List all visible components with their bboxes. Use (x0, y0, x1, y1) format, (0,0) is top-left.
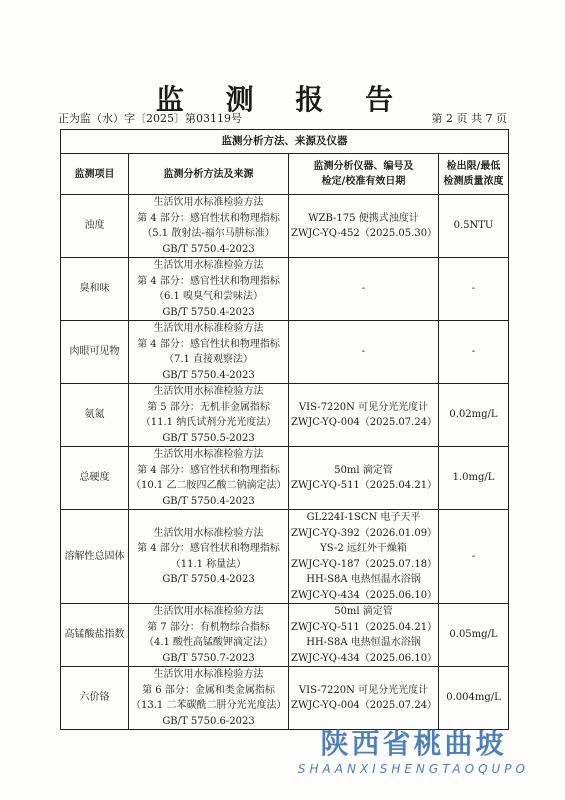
cell-instrument (289, 510, 439, 604)
table-caption: 监测分析方法、来源及仪器 (61, 130, 509, 154)
cell-method-line: 第 4 部分：感官性状和物理指标 (137, 543, 280, 554)
cell-method (129, 321, 289, 384)
cell-method-line: GB/T 5750.7-2023 (162, 652, 255, 664)
document-number: 正为监（水）字〔2025〕第03119号 (58, 112, 242, 125)
cell-instrument-line: YS-2 远红外干燥箱 (320, 543, 407, 554)
cell-method-line: 第 4 部分：感官性状和物理指标 (137, 464, 280, 476)
cell-method (129, 510, 289, 604)
cell-instrument-line: VIS-7220N 可见分光光度计 (298, 401, 429, 413)
header-instrument (289, 154, 439, 195)
cell-item: 高锰酸盐指数 (61, 604, 129, 667)
cell-method-line: 生活饮用水标准检验方法 (153, 386, 264, 397)
cell-item: 溶解性总固体 (61, 510, 129, 604)
cell-method-line: 第 6 部分：金属和类金属指标 (142, 684, 275, 696)
cell-limit: 0.5NTU (439, 195, 509, 258)
cell-method-line: 第 7 部分：有机物综合指标 (147, 621, 270, 633)
cell-instrument-line: VIS-7220N 可见分光光度计 (298, 684, 429, 696)
cell-method-line: 第 4 部分：感官性状和物理指标 (137, 338, 280, 350)
cell-instrument-line: HH-S8A 电热恒温水浴锅 (306, 574, 421, 585)
report-title: 监 测 报 告 (155, 83, 410, 116)
cell-method-line: （13.1 二苯碳酰二肼分光光度法） (131, 700, 287, 711)
cell-instrument-line: GL224I-1SCN 电子天平 (306, 512, 421, 523)
cell-method (129, 195, 289, 258)
cell-instrument (289, 321, 439, 384)
cell-limit: 0.02mg/L (439, 384, 509, 447)
cell-item: 总硬度 (61, 447, 129, 510)
cell-limit: 0.05mg/L (439, 604, 509, 667)
cell-method-line: 生活饮用水标准检验方法 (153, 260, 264, 271)
cell-limit: - (439, 258, 509, 321)
table-caption-row (61, 130, 509, 154)
methods-table (60, 129, 509, 730)
cell-method-line: GB/T 5750.4-2023 (162, 574, 255, 585)
cell-item: 六价铬 (61, 667, 129, 730)
cell-limit: 1.0mg/L (439, 447, 509, 510)
cell-method-line: GB/T 5750.4-2023 (162, 243, 255, 255)
header-item: 监测项目 (61, 154, 129, 195)
cell-instrument (289, 384, 439, 447)
cell-instrument-line: ZWJC-YQ-004（2025.07.24） (291, 700, 438, 711)
cell-instrument-line: - (361, 283, 366, 295)
cell-method (129, 384, 289, 447)
cell-method-line: 生活饮用水标准检验方法 (153, 197, 264, 208)
table-row (61, 321, 509, 384)
cell-method-line: 生活饮用水标准检验方法 (153, 606, 264, 617)
cell-instrument (289, 447, 439, 510)
cell-item: 氨氮 (61, 384, 129, 447)
header-instrument-line: 监测分析仪器、编号及 (313, 161, 414, 172)
cell-instrument-line: ZWJC-YQ-434（2025.06.10） (291, 589, 438, 601)
table-row (61, 667, 509, 730)
cell-limit: - (439, 321, 509, 384)
cell-instrument (289, 258, 439, 321)
cell-method-line: （11.1 纳氏试剂分光光度法） (140, 417, 277, 428)
cell-method (129, 604, 289, 667)
cell-instrument-line: HH-S8A 电热恒温水浴锅 (306, 637, 421, 648)
cell-instrument-line: WZB-175 便携式浊度计 (308, 212, 419, 224)
cell-method-line: 第 5 部分：无机非金属指标 (147, 401, 270, 413)
watermark-en: SHAANXISHENGTAOQUPO (297, 762, 529, 776)
cell-method-line: （11.1 称量法） (170, 558, 247, 570)
cell-instrument-line: 50ml 滴定管 (334, 464, 393, 476)
cell-method-line: 生活饮用水标准检验方法 (153, 527, 264, 539)
watermark-cn: 陕西省桃曲坡 (320, 727, 507, 760)
cell-item: 浊度 (61, 195, 129, 258)
cell-method (129, 447, 289, 510)
cell-method-line: （5.1 散射法-福尔马肼标准） (142, 228, 275, 239)
cell-limit: - (439, 510, 509, 604)
table-row (61, 258, 509, 321)
cell-method-line: （6.1 嗅臭气和尝味法） (153, 291, 264, 302)
cell-method-line: GB/T 5750.4-2023 (162, 306, 255, 318)
watermark (298, 722, 529, 776)
table-row (61, 384, 509, 447)
cell-instrument-line: ZWJC-YQ-511（2025.04.21） (291, 480, 438, 491)
cell-method (129, 258, 289, 321)
cell-method-line: （7.1 直接观察法） (163, 354, 254, 365)
cell-instrument-line: ZWJC-YQ-452（2025.05.30） (291, 228, 438, 239)
cell-instrument (289, 604, 439, 667)
cell-method-line: 第 4 部分：感官性状和物理指标 (137, 275, 280, 287)
header-limit-line: 检测质量浓度 (443, 176, 504, 187)
cell-instrument-line: ZWJC-YQ-004（2025.07.24） (291, 417, 438, 428)
cell-instrument-line: - (361, 346, 366, 358)
cell-instrument (289, 667, 439, 730)
cell-instrument-line: ZWJC-YQ-392（2026.01.09） (291, 527, 438, 539)
cell-item: 肉眼可见物 (61, 321, 129, 384)
table-header-row (61, 154, 509, 195)
cell-method-line: GB/T 5750.5-2023 (162, 432, 255, 444)
cell-method-line: 生活饮用水标准检验方法 (153, 669, 264, 680)
table-row (61, 447, 509, 510)
cell-method-line: （10.1 乙二胺四乙酸二钠滴定法） (131, 480, 287, 491)
cell-method-line: 生活饮用水标准检验方法 (153, 323, 264, 334)
cell-method (129, 667, 289, 730)
cell-method-line: GB/T 5750.6-2023 (162, 715, 255, 727)
table-row (61, 195, 509, 258)
cell-instrument-line: 50ml 滴定管 (334, 606, 393, 617)
header-instrument-line: 检定/校准有效日期 (321, 176, 406, 187)
cell-method-line: 生活饮用水标准检验方法 (153, 449, 264, 460)
cell-instrument-line: ZWJC-YQ-434（2025.06.10） (291, 652, 438, 664)
table-row (61, 604, 509, 667)
cell-method-line: GB/T 5750.4-2023 (162, 369, 255, 381)
page-indicator: 第 2 页 共 7 页 (431, 112, 507, 125)
cell-instrument (289, 195, 439, 258)
table-row (61, 510, 509, 604)
cell-item: 臭和味 (61, 258, 129, 321)
header-method: 监测分析方法及来源 (129, 154, 289, 195)
cell-method-line: GB/T 5750.4-2023 (162, 495, 255, 507)
cell-method-line: （4.1 酸性高锰酸钾滴定法） (143, 637, 274, 648)
cell-instrument-line: ZWJC-YQ-511（2025.04.21） (291, 621, 438, 633)
cell-instrument-line: ZWJC-YQ-187（2025.07.18） (291, 558, 438, 570)
cell-limit: 0.004mg/L (439, 667, 509, 730)
header-limit-line: 检出限/最低 (446, 161, 501, 172)
header-limit (439, 154, 509, 195)
cell-method-line: 第 4 部分：感官性状和物理指标 (137, 212, 280, 224)
